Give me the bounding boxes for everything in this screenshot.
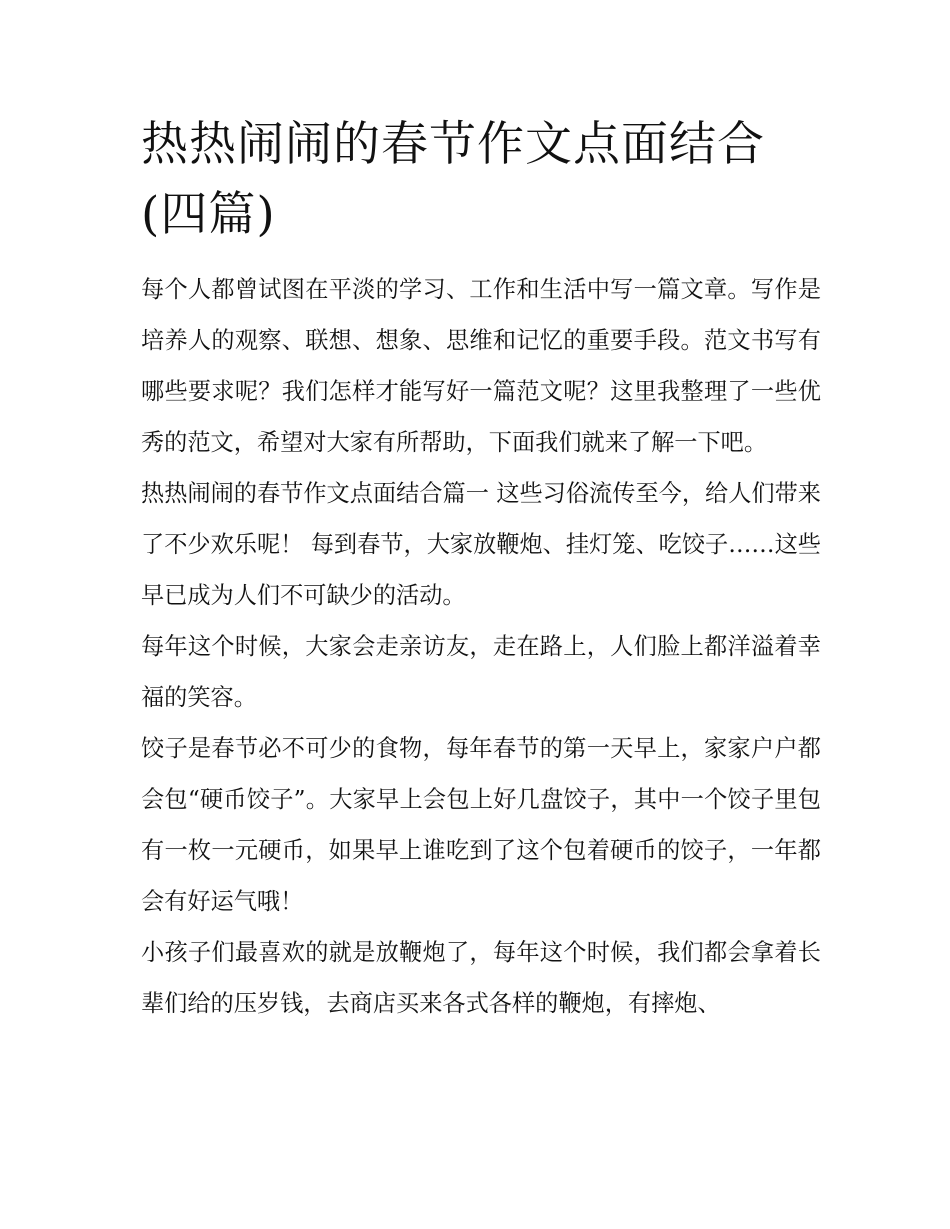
paragraph-visiting-relatives: 每年这个时候，大家会走亲访友，走在路上，人们脸上都洋溢着幸福的笑容。 [141,633,821,711]
paragraph-dumplings: 饺子是春节必不可少的食物，每年春节的第一天早上，家家户户都会包“硬币饺子”。大家早上会包上好几盘饺子，其中一个饺子里包有一枚一元硬币，如果早上谁吃到了这个包着硬币的饺子，一年都会有好运气哦！ [141,735,821,915]
paragraph-firecrackers: 小孩子们最喜欢的就是放鞭炮了，每年这个时候，我们都会拿着长辈们给的压岁钱，去商店买来各式各样的鞭炮，有摔炮、 [141,939,821,1017]
document-body [141,110,821,1029]
document-title: 热热闹闹的春节作文点面结合(四篇) [141,117,765,242]
paragraph-essay-one-opening: 热热闹闹的春节作文点面结合篇一 这些习俗流传至今，给人们带来了不少欢乐呢！ 每到春节，大家放鞭炮、挂灯笼、吃饺子……这些早已成为人们不可缺少的活动。 [141,480,821,609]
paragraph-intro: 每个人都曾试图在平淡的学习、工作和生活中写一篇文章。写作是培养人的观察、联想、想象、思维和记忆的重要手段。范文书写有哪些要求呢？我们怎样才能写好一篇范文呢？这里我整理了一些优秀的范文，希望对大家有所帮助，下面我们就来了解一下吧。 [141,276,821,456]
